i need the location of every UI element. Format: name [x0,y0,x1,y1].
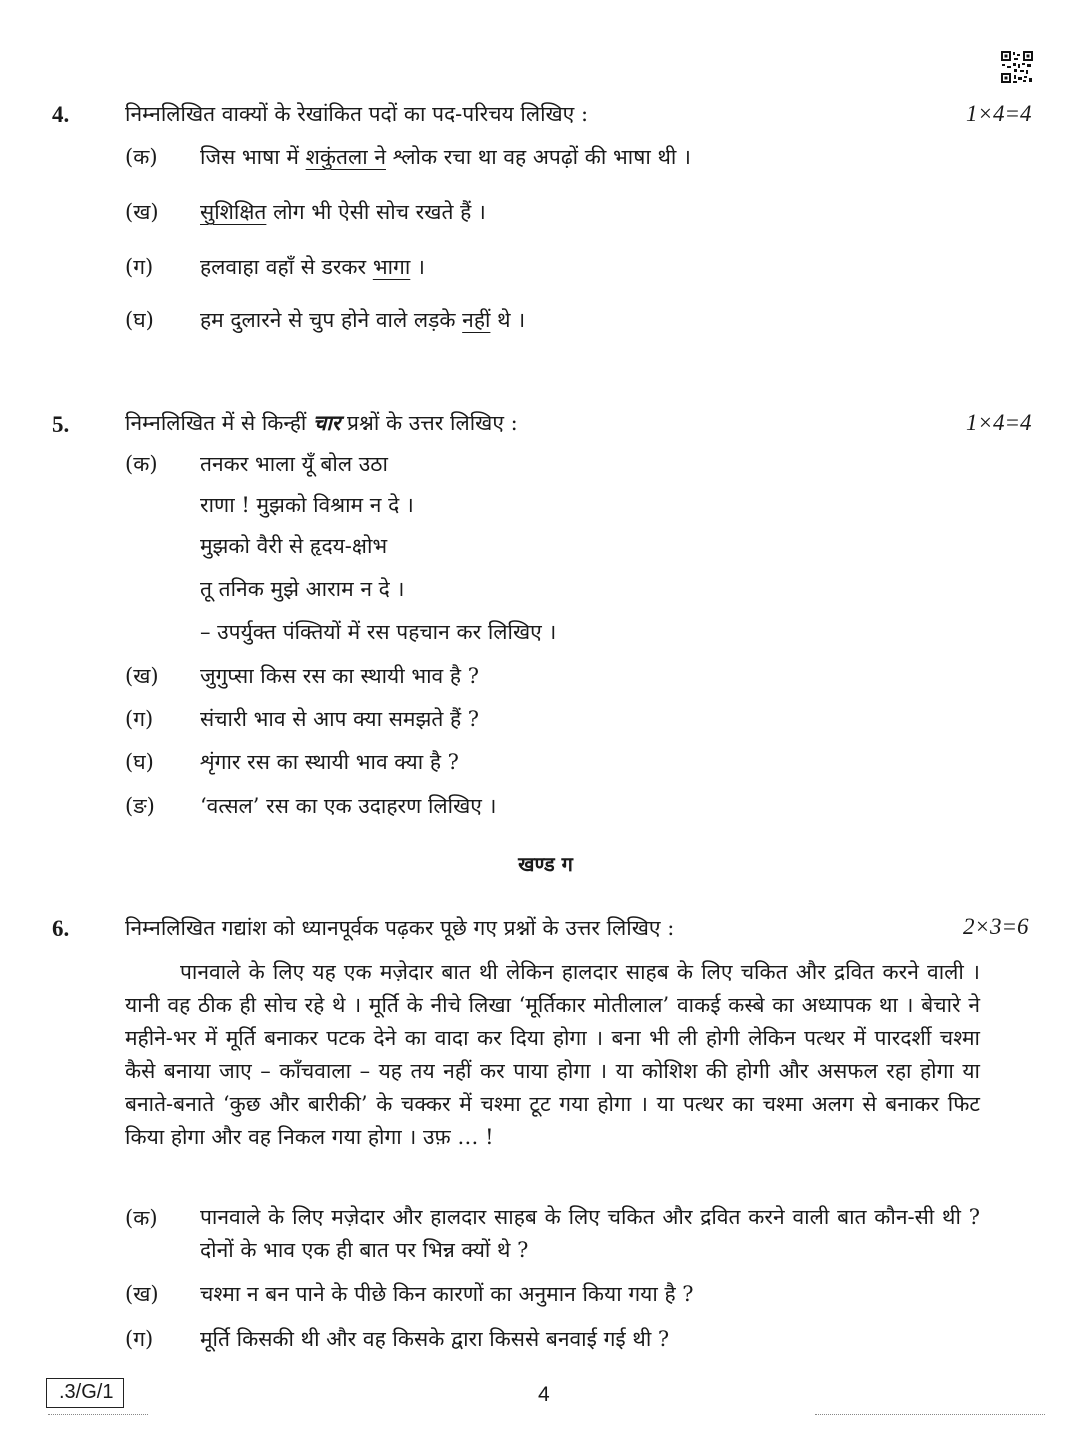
poem-line: राणा ! मुझको विश्राम न दे । [200,493,414,517]
q5-item-text: जुगुप्सा किस रस का स्थायी भाव है ? [200,664,479,688]
poem-line: तू तनिक मुझे आराम न दे । [200,577,405,601]
q4-item-label: (ग) [125,255,154,279]
page-number: 4 [538,1383,550,1406]
q6-item-label: (क) [125,1206,158,1230]
q6-item-label: (ग) [125,1327,154,1351]
q5-item-label: (ङ) [125,794,155,818]
q6-item-text: चश्मा न बन पाने के पीछे किन कारणों का अनुमान किया गया है ? [200,1282,694,1306]
q6-number: 6. [52,916,70,941]
q5-marks: 1×4=4 [966,410,1032,435]
q4-item-text: सुशिक्षित लोग भी ऐसी सोच रखते हैं । [200,200,486,224]
q6-passage: पानवाले के लिए यह एक मज़ेदार बात थी लेकिन हालदार साहब के लिए चकित और द्रवित करने वाली । यानी वह ठीक ही सोच रहे थे । मूर्ति के नीचे लिखा ‘मूर्तिकार मोतीलाल’ वाकई कस्बे का अध्यापक था । बेचारे ने महीने-भर में मूर्ति बनाकर पटक देने का वादा कर दिया होगा । बना भी ली होगी लेकिन पत्थर में पारदर्शी चश्मा कैसे बनाया जाए – काँचवाला – यह तय नहीं कर पाया होगा । या कोशिश की होगी और असफल रहा होगा या बनाते-बनाते ‘कुछ और बारीकी’ के चक्कर में चश्मा टूट गया होगा । या पत्थर का चश्मा अलग से बनाकर फिट किया होगा और वह निकल गया होगा । उफ़ … ! [125,960,980,1149]
q6-item-text: पानवाले के लिए मज़ेदार और हालदार साहब के लिए चकित और द्रवित करने वाली बात कौन-सी थी ? दोनों के भाव एक ही बात पर भिन्न क्यों थे ? [200,1205,980,1262]
q5-number: 5. [52,412,70,437]
q4-item-text: हम दुलारने से चुप होने वाले लड़के नहीं थे । [200,308,526,332]
q4-marks: 1×4=4 [966,101,1032,126]
underlined-word: सुशिक्षित [200,200,267,224]
q6-item-text: मूर्ति किसकी थी और वह किसके द्वारा किससे बनवाई गई थी ? [200,1327,670,1351]
q5-item-label: (घ) [125,750,154,774]
q5-item-text: ‘वत्सल’ रस का एक उदाहरण लिखिए । [200,794,497,818]
paper-code: .3/G/1 [46,1378,124,1408]
underlined-word: भागा [372,255,411,279]
underlined-word: शकुंतला ने [305,145,386,169]
poem-line: तनकर भाला यूँ बोल उठा [200,452,388,476]
q4-item-label: (ख) [125,200,159,224]
q5-a-question: – उपर्युक्त पंक्तियों में रस पहचान कर लिखिए । [200,620,557,644]
q5-item-text: संचारी भाव से आप क्या समझते हैं ? [200,707,480,731]
q5-prompt: निम्नलिखित में से किन्हीं चार प्रश्नों के उत्तर लिखिए : [125,410,518,435]
q5-item-label: (क) [125,452,158,476]
q4-prompt: निम्नलिखित वाक्यों के रेखांकित पदों का पद-परिचय लिखिए : [125,102,589,126]
q5-item-text: शृंगार रस का स्थायी भाव क्या है ? [200,750,459,774]
q4-number: 4. [52,102,70,127]
poem-line: मुझको वैरी से हृदय-क्षोभ [200,534,388,558]
q4-item-label: (क) [125,145,158,169]
q4-item-text: जिस भाषा में शकुंतला ने श्लोक रचा था वह अपढ़ों की भाषा थी । [200,145,691,169]
q5-item-label: (ग) [125,707,154,731]
underlined-word: नहीं [462,308,491,332]
q6-prompt: निम्नलिखित गद्यांश को ध्यानपूर्वक पढ़कर पूछे गए प्रश्नों के उत्तर लिखिए : [125,916,675,940]
emphasis-word: चार [312,410,341,435]
q6-marks: 2×3=6 [963,914,1029,939]
section-heading: खण्ड ग [518,852,573,876]
q4-item-label: (घ) [125,308,154,332]
footer-dotted-line [48,1414,148,1415]
q6-item-label: (ख) [125,1282,159,1306]
qr-code [1000,50,1034,84]
q5-item-label: (ख) [125,664,159,688]
footer-dotted-line [815,1414,1045,1415]
q4-item-text: हलवाहा वहाँ से डरकर भागा । [200,255,425,279]
